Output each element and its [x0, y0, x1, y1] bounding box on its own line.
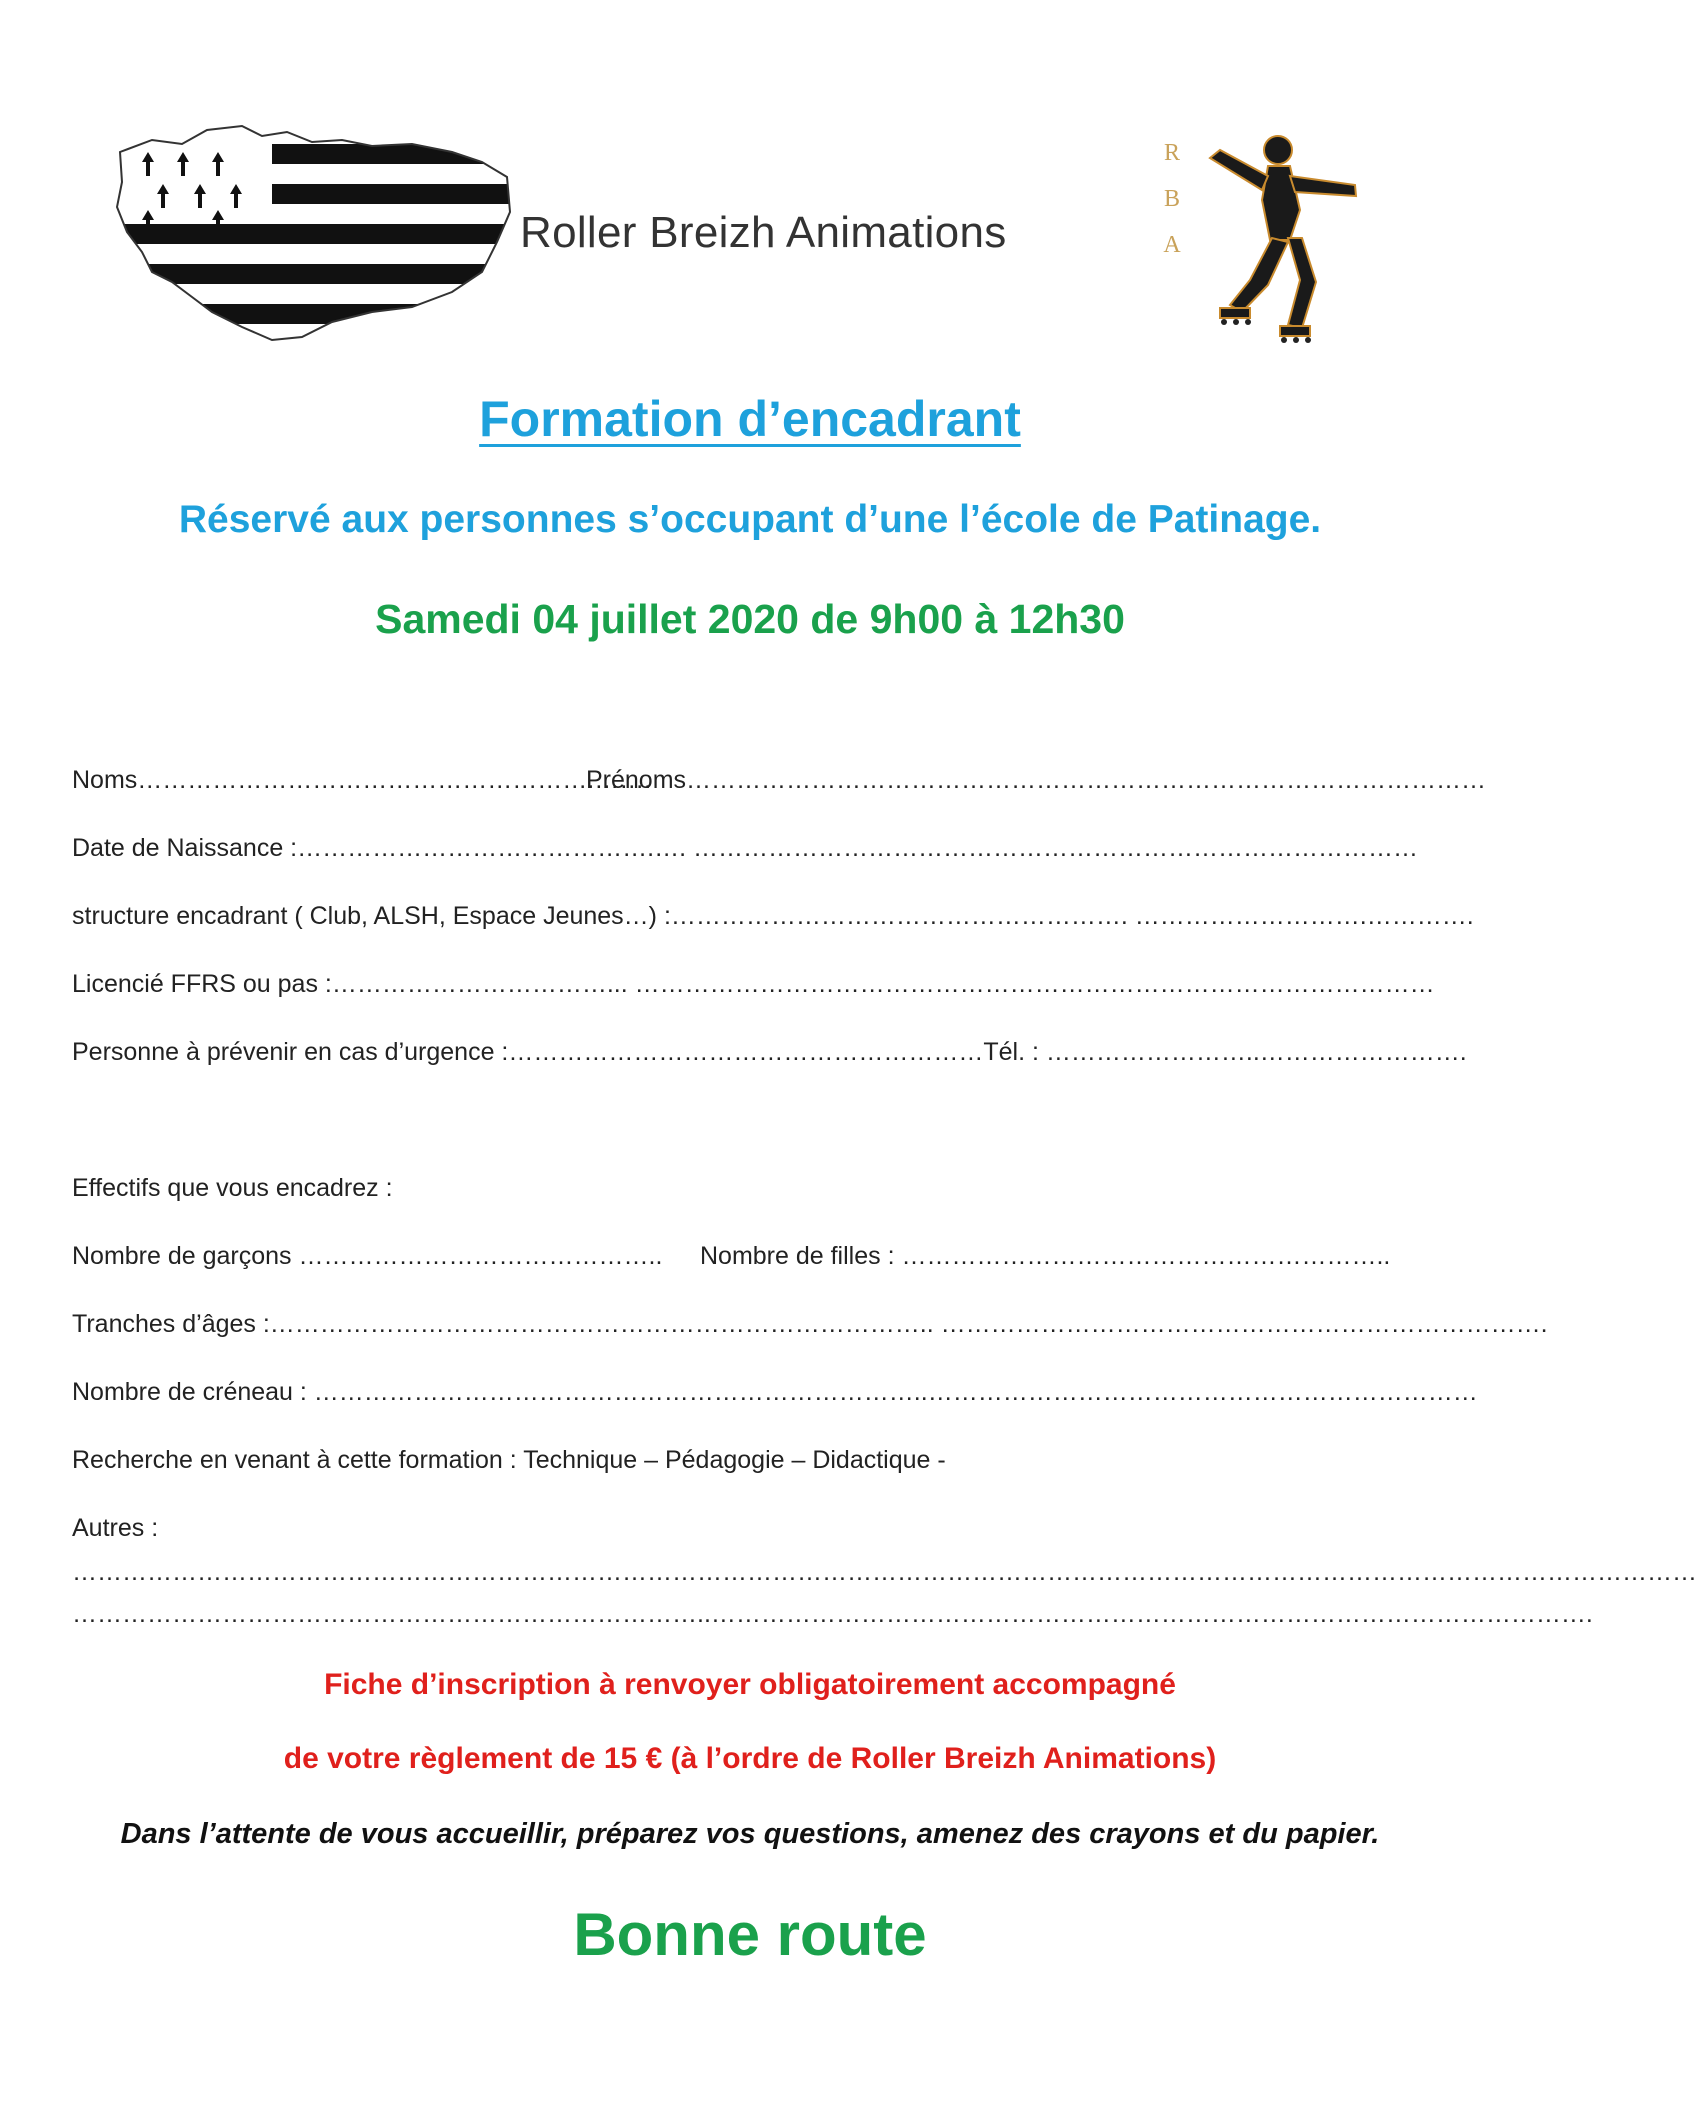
- rba-letter-r: R: [1163, 140, 1180, 166]
- gwenn-ha-du-flag-logo: [112, 122, 512, 347]
- rba-letter-b: B: [1163, 186, 1180, 212]
- audience-subtitle: Réservé aux personnes s’occupant d’une l’école de Patinage.: [178, 498, 1322, 541]
- rba-letter-a: A: [1163, 232, 1181, 258]
- field-structure[interactable]: structure encadrant ( Club, ALSH, Espace Jeunes…) :………………………………………………. ……………………….………….: [72, 902, 1474, 930]
- field-filles[interactable]: Nombre de filles : …………………………………………………..: [700, 1242, 1391, 1270]
- header: [0, 0, 1500, 360]
- field-licencie[interactable]: Licencié FFRS ou pas :……………………………... ……………………………………………………………………………………: [72, 970, 1435, 998]
- field-date-naissance[interactable]: Date de Naissance :…………………………………….…. ……………………………………………………………………………: [72, 834, 1418, 862]
- field-autres-line-2[interactable]: …………………………………………………………………..…………………………………………………………………………………………….: [72, 1600, 1593, 1628]
- preparation-note: Dans l’attente de vous accueillir, préparez vos questions, amenez des crayons et du papier.: [120, 1818, 1380, 1850]
- field-prenoms[interactable]: Prénoms……………………………………………………………………………………: [586, 766, 1487, 794]
- closing-message: Bonne route: [573, 1901, 927, 1968]
- field-creneau[interactable]: Nombre de créneau : ………………………………………………………………..…………………………………………………………: [72, 1378, 1478, 1406]
- field-recherche[interactable]: Recherche en venant à cette formation : Technique – Pédagogie – Didactique -: [72, 1446, 946, 1474]
- effectifs-heading: Effectifs que vous encadrez :: [72, 1174, 393, 1202]
- field-noms[interactable]: Noms……………………………………………….…….: [72, 766, 652, 794]
- field-tranches-ages[interactable]: Tranches d’âges :…………………………………………………………………….. ……………………………………………………………….: [72, 1310, 1548, 1338]
- page-title: Formation d’encadrant: [479, 391, 1021, 447]
- field-urgence[interactable]: Personne à prévenir en cas d’urgence :…………………………………………………Tél. : ……………………..…………………….: [72, 1038, 1467, 1066]
- notice-line-1: Fiche d’inscription à renvoyer obligatoirement accompagné: [324, 1668, 1176, 1701]
- field-autres-line-1[interactable]: ……………………………………………………………………………………………………………………………………………………………………………: [72, 1558, 1697, 1586]
- notice-line-2: de votre règlement de 15 € (à l’ordre de Roller Breizh Animations): [283, 1742, 1217, 1775]
- event-date: Samedi 04 juillet 2020 de 9h00 à 12h30: [375, 596, 1125, 642]
- roller-skater-logo: [1150, 130, 1390, 350]
- rba-monogram: [1160, 130, 1184, 270]
- field-garcons[interactable]: Nombre de garçons ……………………………………..: [72, 1242, 663, 1270]
- field-autres-label: Autres :: [72, 1514, 159, 1542]
- organization-name: Roller Breizh Animations: [520, 208, 1007, 257]
